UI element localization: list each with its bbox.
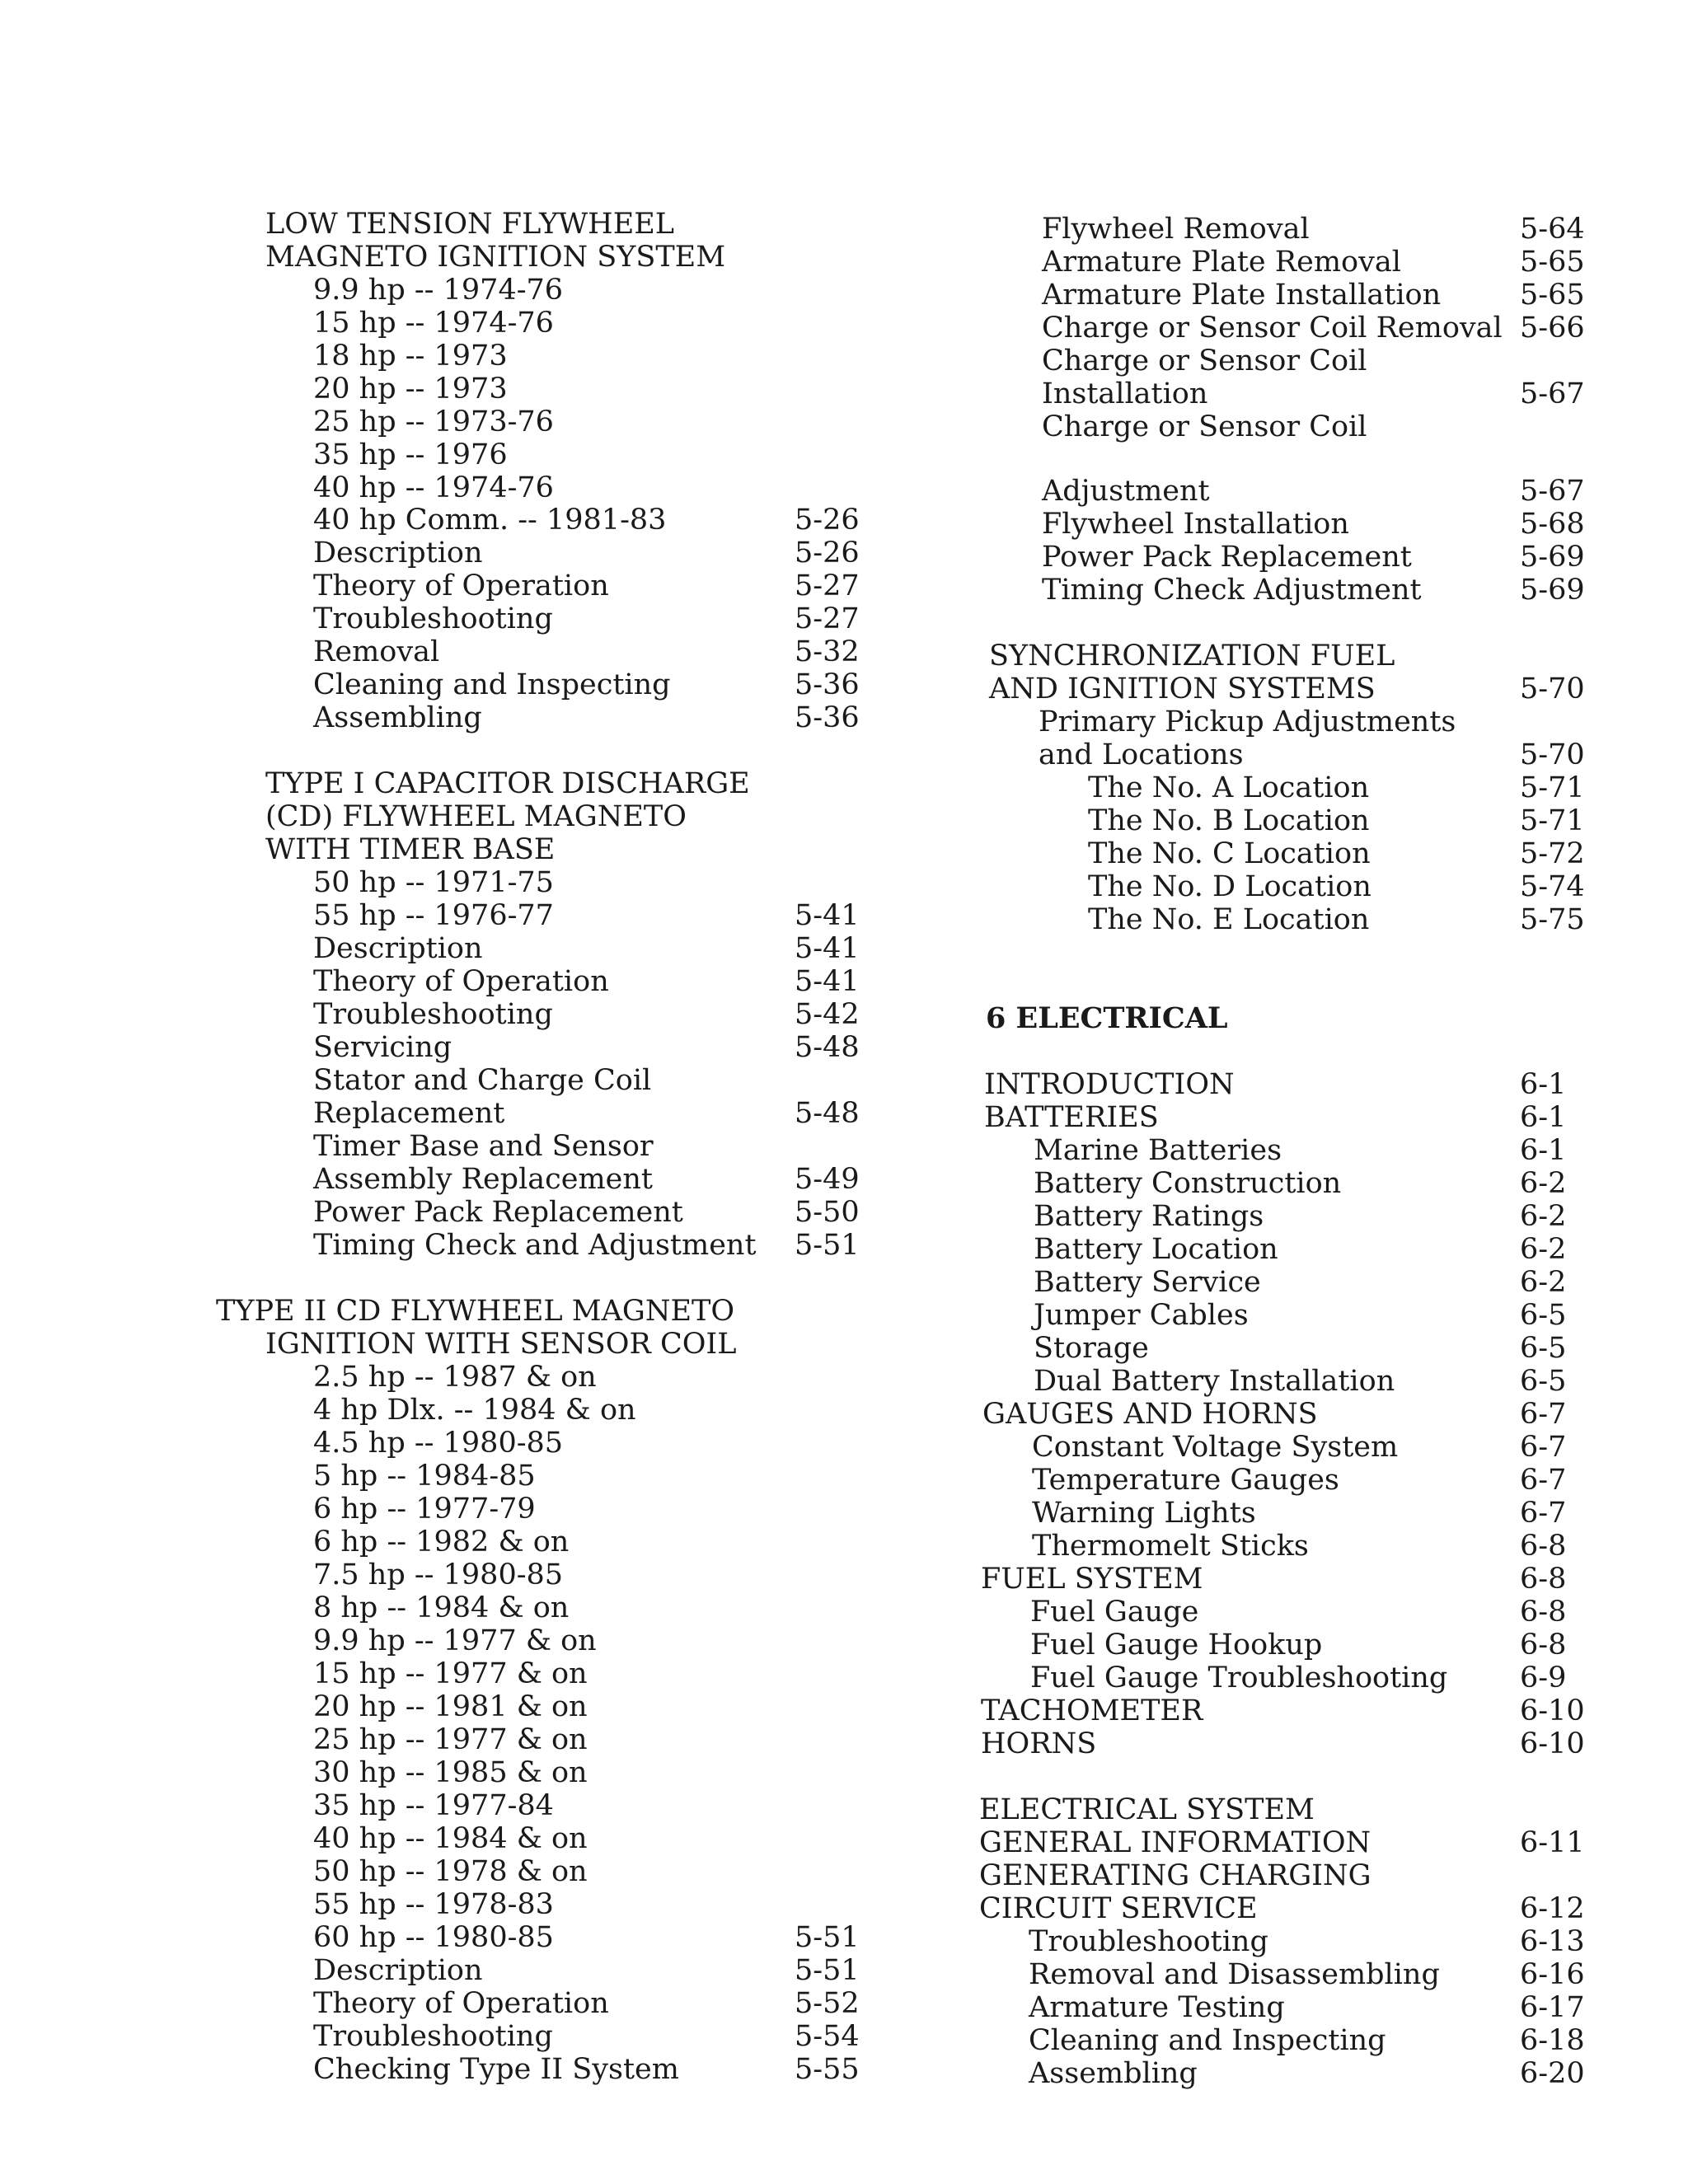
toc-entry-title: Timing Check Adjustment	[1042, 574, 1422, 607]
toc-entry-title: Power Pack Replacement	[1042, 541, 1412, 574]
toc-entry-title: CIRCUIT SERVICE	[979, 1892, 1258, 1925]
toc-entry	[0, 508, 1688, 541]
toc-entry-page: 6-1	[1520, 1101, 1567, 1134]
toc-entry-title: 20 hp -- 1981 & on	[313, 1690, 588, 1723]
toc-entry-title: Troubleshooting	[313, 602, 553, 635]
toc-entry	[0, 1756, 1688, 1789]
toc-entry-page: 5-41	[795, 965, 860, 998]
toc-entry	[0, 1398, 1688, 1431]
toc-entry	[0, 1002, 1688, 1035]
toc-entry-page: 6-2	[1520, 1167, 1567, 1200]
toc-entry-title: Removal and Disassembling	[1029, 1958, 1440, 1991]
toc-entry	[0, 2057, 1688, 2090]
toc-entry-page: 5-75	[1520, 903, 1585, 936]
toc-entry-title: Removal	[313, 635, 440, 668]
toc-entry-page: 5-54	[795, 2020, 860, 2053]
toc-entry	[0, 246, 1688, 279]
toc-entry	[0, 1694, 1688, 1727]
toc-entry-title: 4.5 hp -- 1980-85	[313, 1427, 564, 1460]
toc-entry	[0, 1958, 1688, 1991]
toc-entry	[0, 1826, 1688, 1859]
toc-entry	[0, 377, 1688, 410]
toc-entry-page: 5-68	[1520, 508, 1585, 541]
toc-entry-page: 6-16	[1520, 1958, 1585, 1991]
toc-entry-title: Assembly Replacement	[313, 1163, 653, 1196]
toc-entry	[0, 640, 1688, 673]
toc-entry-title: 8 hp -- 1984 & on	[313, 1591, 570, 1624]
toc-entry-title: TACHOMETER	[981, 1694, 1203, 1727]
toc-entry-title: (CD) FLYWHEEL MAGNETO	[265, 800, 687, 833]
toc-entry-page: 5-67	[1520, 475, 1585, 508]
toc-entry	[0, 1101, 1688, 1134]
toc-entry-page: 6-7	[1520, 1497, 1567, 1530]
toc-entry-page: 5-52	[795, 1987, 860, 2020]
toc-entry	[0, 2024, 1688, 2057]
toc-entry-title: Stator and Charge Coil	[313, 1064, 652, 1097]
toc-entry-title: GENERAL INFORMATION	[979, 1826, 1372, 1859]
toc-entry-title: Thermomelt Sticks	[1032, 1530, 1309, 1563]
toc-entry	[0, 1365, 1688, 1398]
toc-entry	[0, 1031, 1688, 1064]
toc-entry-page: 5-49	[795, 1163, 860, 1196]
toc-entry-title: BATTERIES	[984, 1101, 1159, 1134]
toc-entry-page: 5-27	[795, 602, 860, 635]
toc-entry-page: 5-26	[795, 537, 860, 569]
toc-entry-title: Troubleshooting	[313, 2020, 553, 2053]
toc-entry	[0, 1727, 1688, 1760]
toc-entry-title: FUEL SYSTEM	[981, 1563, 1203, 1596]
toc-entry-title: 60 hp -- 1980-85	[313, 1921, 554, 1954]
toc-entry-page: 5-51	[795, 1229, 860, 1262]
toc-entry-title: 5 hp -- 1984-85	[313, 1460, 536, 1493]
toc-entry-page: 6-8	[1520, 1629, 1567, 1661]
toc-entry	[0, 1661, 1688, 1694]
toc-entry-title: Temperature Gauges	[1032, 1464, 1339, 1497]
toc-entry-page: 5-67	[1520, 377, 1585, 410]
toc-entry-title: Replacement	[313, 1097, 505, 1130]
toc-entry	[0, 771, 1688, 804]
toc-entry-title: Dual Battery Installation	[1034, 1365, 1395, 1398]
toc-entry-page: 5-70	[1520, 673, 1585, 705]
toc-entry-title: Armature Plate Installation	[1042, 279, 1442, 312]
toc-entry	[0, 870, 1688, 903]
toc-entry	[0, 1068, 1688, 1101]
toc-entry-title: Fuel Gauge Troubleshooting	[1030, 1661, 1448, 1694]
toc-entry-title: Armature Plate Removal	[1042, 246, 1401, 279]
toc-entry-title: Assembling	[313, 701, 482, 734]
toc-entry	[0, 312, 1688, 344]
toc-entry	[0, 1266, 1688, 1299]
toc-entry-title: 55 hp -- 1978-83	[313, 1888, 554, 1921]
toc-entry-title: 55 hp -- 1976-77	[313, 899, 554, 932]
toc-entry-title: The No. C Location	[1088, 837, 1371, 870]
toc-entry	[0, 1991, 1688, 2024]
toc-entry-title: Theory of Operation	[313, 1987, 609, 2020]
toc-entry	[0, 1530, 1688, 1563]
toc-entry-title: Cleaning and Inspecting	[1029, 2024, 1386, 2057]
toc-entry-page: 6-10	[1520, 1727, 1585, 1760]
toc-entry	[0, 1596, 1688, 1629]
toc-entry	[0, 932, 1688, 965]
toc-entry	[0, 475, 1688, 508]
toc-entry-title: 9.9 hp -- 1977 & on	[313, 1624, 597, 1657]
toc-entry-page: 6-8	[1520, 1563, 1567, 1596]
toc-entry-title: Battery Service	[1034, 1266, 1261, 1299]
toc-entry-page: 6-10	[1520, 1694, 1585, 1727]
toc-entry-title: The No. E Location	[1088, 903, 1370, 936]
toc-entry-title: Charge or Sensor Coil	[1042, 344, 1367, 377]
toc-entry-title: Armature Testing	[1029, 1991, 1285, 2024]
toc-entry-title: 35 hp -- 1977-84	[313, 1789, 554, 1822]
toc-entry-title: The No. B Location	[1088, 804, 1370, 837]
toc-entry	[0, 738, 1688, 771]
toc-entry	[0, 438, 1688, 471]
toc-entry-page: 6-8	[1520, 1596, 1567, 1629]
toc-entry-title: 6 ELECTRICAL	[986, 1001, 1228, 1035]
toc-entry-title: LOW TENSION FLYWHEEL	[265, 208, 675, 241]
toc-entry-page: 5-70	[1520, 738, 1585, 771]
toc-entry-page: 6-2	[1520, 1233, 1567, 1266]
toc-entry	[0, 804, 1688, 837]
toc-entry	[0, 673, 1688, 705]
toc-entry-page: 5-48	[795, 1031, 860, 1064]
toc-entry-page: 5-69	[1520, 574, 1585, 607]
toc-entry-page: 6-8	[1520, 1530, 1567, 1563]
toc-entry	[0, 705, 1688, 738]
toc-entry-title: 7.5 hp -- 1980-85	[313, 1558, 564, 1591]
toc-entry-page: 5-41	[795, 899, 860, 932]
toc-entry	[0, 344, 1688, 377]
toc-entry-page: 6-17	[1520, 1991, 1585, 2024]
toc-entry	[0, 574, 1688, 607]
toc-entry-title: 9.9 hp -- 1974-76	[313, 274, 564, 307]
toc-entry	[0, 903, 1688, 936]
toc-entry-page: 6-2	[1520, 1266, 1567, 1299]
toc-entry-page: 5-36	[795, 668, 860, 701]
toc-entry-page: 6-5	[1520, 1365, 1567, 1398]
toc-entry-title: 50 hp -- 1978 & on	[313, 1855, 588, 1888]
toc-entry-page: 6-7	[1520, 1398, 1567, 1431]
toc-entry-title: Description	[313, 932, 483, 965]
toc-entry-title: The No. D Location	[1088, 870, 1372, 903]
toc-entry-page: 6-18	[1520, 2024, 1585, 2057]
toc-entry-title: HORNS	[981, 1727, 1097, 1760]
toc-entry-title: MAGNETO IGNITION SYSTEM	[265, 241, 726, 274]
toc-entry	[0, 965, 1688, 998]
toc-entry-title: 25 hp -- 1977 & on	[313, 1723, 588, 1756]
toc-entry-title: 20 hp -- 1973	[313, 373, 508, 405]
toc-entry-page: 5-42	[795, 998, 860, 1031]
toc-entry-title: Checking Type II System	[313, 2053, 679, 2086]
toc-entry-title: 18 hp -- 1973	[313, 340, 508, 373]
toc-entry	[0, 1200, 1688, 1233]
toc-entry-title: WITH TIMER BASE	[265, 833, 556, 866]
toc-entry-title: INTRODUCTION	[984, 1068, 1235, 1101]
toc-entry	[0, 1629, 1688, 1661]
toc-entry-page: 5-55	[795, 2053, 860, 2086]
toc-entry-title: Power Pack Replacement	[313, 1196, 683, 1229]
toc-entry-page: 5-71	[1520, 804, 1585, 837]
toc-entry	[0, 837, 1688, 870]
toc-entry-page: 5-74	[1520, 870, 1585, 903]
toc-entry-title: Description	[313, 1954, 483, 1987]
toc-entry-page: 6-5	[1520, 1332, 1567, 1365]
toc-entry-title: 40 hp -- 1984 & on	[313, 1822, 588, 1855]
toc-entry-page: 5-27	[795, 569, 860, 602]
toc-entry-page: 6-1	[1520, 1068, 1567, 1101]
toc-entry-title: ELECTRICAL SYSTEM	[979, 1793, 1315, 1826]
toc-entry-page: 5-41	[795, 932, 860, 965]
toc-entry	[0, 602, 1688, 635]
toc-entry-title: Theory of Operation	[313, 965, 609, 998]
toc-entry-title: Assembling	[1029, 2057, 1198, 2090]
toc-entry-page: 5-51	[795, 1921, 860, 1954]
toc-entry-title: Cleaning and Inspecting	[313, 668, 671, 701]
toc-entry-page: 5-64	[1520, 213, 1585, 246]
toc-entry-page: 6-11	[1520, 1826, 1585, 1859]
toc-entry-page: 6-7	[1520, 1464, 1567, 1497]
toc-entry-title: Charge or Sensor Coil	[1042, 410, 1367, 443]
toc-entry-title: Troubleshooting	[1029, 1925, 1268, 1958]
toc-entry-title: Warning Lights	[1032, 1497, 1256, 1530]
toc-entry	[0, 1464, 1688, 1497]
toc-entry-title: 15 hp -- 1977 & on	[313, 1657, 588, 1690]
toc-entry-title: 40 hp Comm. -- 1981-83	[313, 504, 667, 537]
toc-entry-page: 5-36	[795, 701, 860, 734]
toc-entry-title: Adjustment	[1042, 475, 1210, 508]
toc-entry-title: Fuel Gauge	[1030, 1596, 1199, 1629]
toc-entry-page: 6-12	[1520, 1892, 1585, 1925]
toc-entry	[0, 1134, 1688, 1167]
toc-entry	[0, 279, 1688, 312]
toc-entry-title: 30 hp -- 1985 & on	[313, 1756, 588, 1789]
toc-entry-page: 6-20	[1520, 2057, 1585, 2090]
toc-entry	[0, 213, 1688, 246]
toc-entry-page: 5-32	[795, 635, 860, 668]
toc-entry	[0, 1299, 1688, 1332]
toc-entry	[0, 1431, 1688, 1464]
toc-entry	[0, 1497, 1688, 1530]
toc-entry-title: Storage	[1034, 1332, 1149, 1365]
toc-entry-title: Battery Ratings	[1034, 1200, 1264, 1233]
toc-entry-title: IGNITION WITH SENSOR COIL	[265, 1328, 737, 1361]
toc-entry-title: Battery Location	[1034, 1233, 1278, 1266]
toc-entry-title: Timer Base and Sensor	[313, 1130, 654, 1163]
toc-entry	[0, 1925, 1688, 1958]
toc-entry-page: 5-48	[795, 1097, 860, 1130]
toc-entry-title: Fuel Gauge Hookup	[1030, 1629, 1323, 1661]
toc-entry-title: 50 hp -- 1971-75	[313, 866, 554, 899]
toc-entry-title: Description	[313, 537, 483, 569]
toc-entry	[0, 1233, 1688, 1266]
toc-entry-title: Charge or Sensor Coil Removal	[1042, 312, 1503, 344]
toc-entry-title: Constant Voltage System	[1032, 1431, 1399, 1464]
toc-entry-title: Flywheel Removal	[1042, 213, 1310, 246]
toc-entry-title: 35 hp -- 1976	[313, 438, 508, 471]
toc-entry	[0, 1793, 1688, 1826]
toc-entry-title: Flywheel Installation	[1042, 508, 1349, 541]
toc-entry-title: The No. A Location	[1088, 771, 1370, 804]
toc-entry-title: Servicing	[313, 1031, 452, 1064]
toc-entry	[0, 410, 1688, 443]
toc-entry-title: Theory of Operation	[313, 569, 609, 602]
toc-entry-page: 5-50	[795, 1196, 860, 1229]
toc-entry-page: 6-9	[1520, 1661, 1567, 1694]
toc-entry-title: Marine Batteries	[1034, 1134, 1282, 1167]
toc-entry-title: Installation	[1042, 377, 1208, 410]
toc-entry-page: 6-1	[1520, 1134, 1567, 1167]
toc-entry-page: 6-2	[1520, 1200, 1567, 1233]
toc-entry	[0, 1167, 1688, 1200]
toc-entry-title: Jumper Cables	[1034, 1299, 1249, 1332]
toc-entry-title: Timing Check and Adjustment	[313, 1229, 757, 1262]
toc-entry-title: GENERATING CHARGING	[979, 1859, 1372, 1892]
toc-entry-page: 5-66	[1520, 312, 1585, 344]
toc-entry-title: Primary Pickup Adjustments	[1039, 705, 1456, 738]
toc-entry-title: 40 hp -- 1974-76	[313, 471, 554, 504]
toc-entry-page: 6-7	[1520, 1431, 1567, 1464]
toc-entry-title: 2.5 hp -- 1987 & on	[313, 1361, 597, 1394]
toc-entry-page: 6-13	[1520, 1925, 1585, 1958]
toc-entry-page: 5-72	[1520, 837, 1585, 870]
toc-entry	[0, 1859, 1688, 1892]
toc-entry-title: and Locations	[1039, 738, 1244, 771]
toc-entry-title: Troubleshooting	[313, 998, 553, 1031]
toc-entry-title: 4 hp Dlx. -- 1984 & on	[313, 1394, 636, 1427]
toc-entry-title: GAUGES AND HORNS	[982, 1398, 1318, 1431]
toc-entry-title: AND IGNITION SYSTEMS	[989, 673, 1376, 705]
toc-entry-title: 6 hp -- 1982 & on	[313, 1526, 570, 1558]
toc-entry-title: 6 hp -- 1977-79	[313, 1493, 536, 1526]
toc-entry-page: 5-51	[795, 1954, 860, 1987]
toc-entry-title: SYNCHRONIZATION FUEL	[989, 640, 1395, 673]
toc-entry-page: 6-5	[1520, 1299, 1567, 1332]
toc-entry-title: TYPE I CAPACITOR DISCHARGE	[265, 767, 750, 800]
toc-entry-title: Battery Construction	[1034, 1167, 1342, 1200]
toc-entry	[0, 1332, 1688, 1365]
toc-entry	[0, 1563, 1688, 1596]
toc-entry-title: 25 hp -- 1973-76	[313, 405, 554, 438]
toc-entry-page: 5-71	[1520, 771, 1585, 804]
toc-entry	[0, 541, 1688, 574]
toc-entry-page: 5-69	[1520, 541, 1585, 574]
toc-entry-title: TYPE II CD FLYWHEEL MAGNETO	[216, 1295, 735, 1328]
toc-entry-page: 5-65	[1520, 246, 1585, 279]
toc-entry-page: 5-26	[795, 504, 860, 537]
toc-entry-page: 5-65	[1520, 279, 1585, 312]
toc-entry	[0, 1892, 1688, 1925]
toc-entry-title: 15 hp -- 1974-76	[313, 307, 554, 340]
